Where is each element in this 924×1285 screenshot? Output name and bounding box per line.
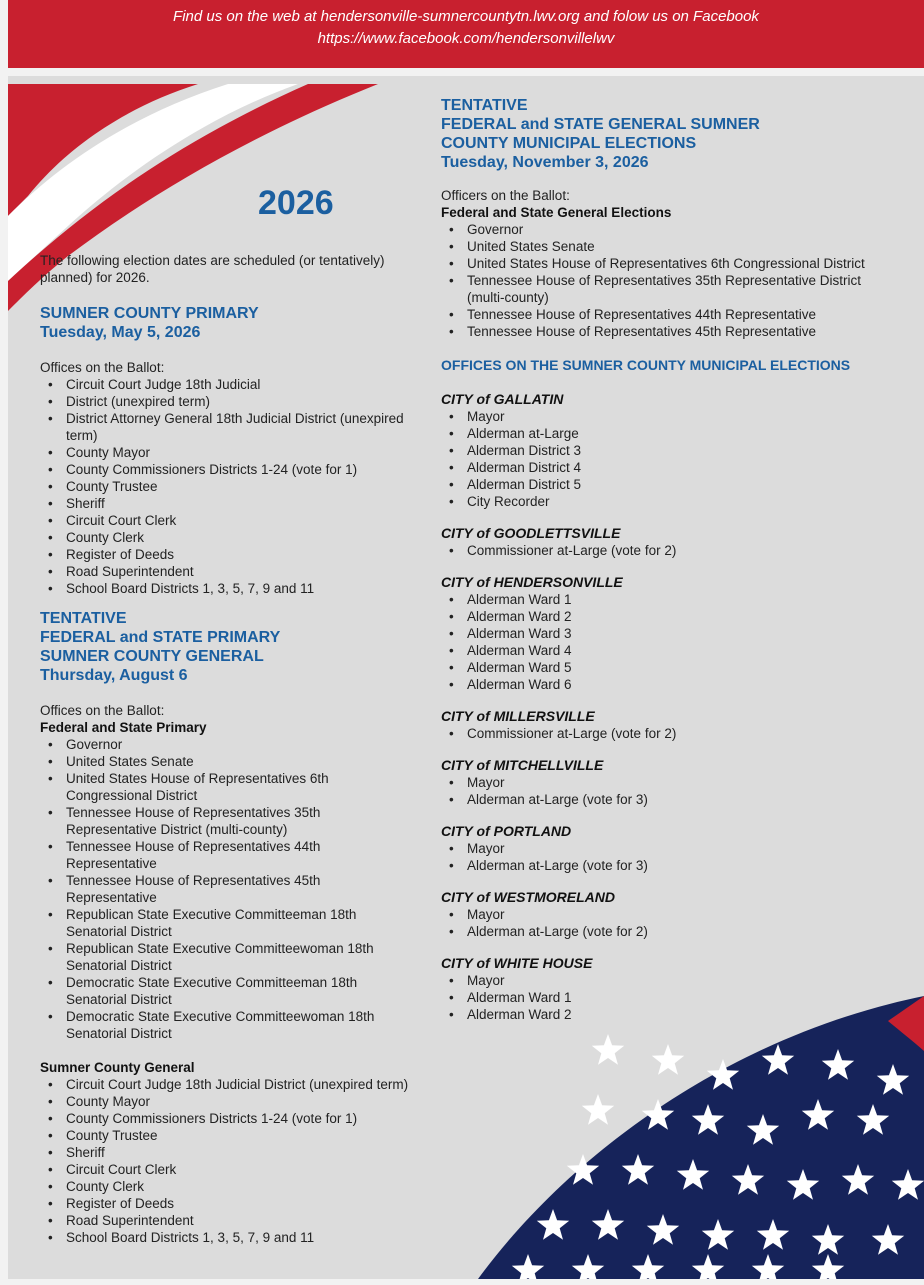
list-item: • Circuit Court Clerk <box>66 512 430 529</box>
list-item: • Circuit Court Clerk <box>66 1161 430 1178</box>
list-item: • Alderman Ward 2 <box>467 1006 881 1023</box>
city-name: CITY of HENDERSONVILLE <box>441 574 623 590</box>
list-item: • Democratic State Executive Committeewoman 18th Senatorial District <box>66 1008 396 1042</box>
list-item: • County Clerk <box>66 529 430 546</box>
list-item: • Governor <box>66 736 396 753</box>
list-item: • Road Superintendent <box>66 563 430 580</box>
list-item: • United States House of Representatives 6th Congressional District <box>467 255 881 272</box>
list-item: • Alderman Ward 1 <box>467 989 881 1006</box>
list-item: • Democratic State Executive Committeeman 18th Senatorial District <box>66 974 396 1008</box>
november-date: Tuesday, November 3, 2026 <box>441 154 649 171</box>
november-fed-list <box>441 221 881 340</box>
city-offices-list <box>441 972 881 1023</box>
list-item: • Mayor <box>467 972 881 989</box>
list-item: • School Board Districts 1, 3, 5, 7, 9 and 11 <box>66 1229 430 1246</box>
primary-offices-list <box>40 376 430 597</box>
november-offices-label: Officers on the Ballot: <box>441 188 570 203</box>
list-item: • District Attorney General 18th Judicial District (unexpired term) <box>66 410 430 444</box>
list-item: • Republican State Executive Committeeman 18th Senatorial District <box>66 906 396 940</box>
left-column <box>40 304 430 1246</box>
august-fed-list <box>40 736 396 1042</box>
list-item: • County Clerk <box>66 1178 430 1195</box>
list-item: • Alderman Ward 6 <box>467 676 881 693</box>
list-item: • Tennessee House of Representatives 44th Representative <box>467 306 881 323</box>
list-item: • Alderman Ward 3 <box>467 625 881 642</box>
star-icon <box>582 1094 614 1125</box>
list-item: • Mayor <box>467 840 881 857</box>
city-name: CITY of GOODLETTSVILLE <box>441 525 621 541</box>
top-banner <box>8 0 924 68</box>
list-item: • Republican State Executive Committeewoman 18th Senatorial District <box>66 940 396 974</box>
list-item: • Commissioner at-Large (vote for 2) <box>467 542 881 559</box>
list-item: • Register of Deeds <box>66 1195 430 1212</box>
city-name: CITY of WESTMORELAND <box>441 889 615 905</box>
list-item: • Alderman District 5 <box>467 476 881 493</box>
banner-facebook-link[interactable]: https://www.facebook.com/hendersonvillelwv <box>317 30 615 47</box>
list-item: • City Recorder <box>467 493 881 510</box>
list-item: • Sheriff <box>66 495 430 512</box>
primary-date: Tuesday, May 5, 2026 <box>40 324 201 341</box>
list-item: • United States House of Representatives 6th Congressional District <box>66 770 396 804</box>
list-item: • Tennessee House of Representatives 45th Representative <box>66 872 396 906</box>
list-item: • Tennessee House of Representatives 44th Representative <box>66 838 396 872</box>
primary-offices-label: Offices on the Ballot: <box>40 360 165 375</box>
city-name: CITY of MILLERSVILLE <box>441 708 595 724</box>
year-title: 2026 <box>258 184 334 222</box>
list-item: • Register of Deeds <box>66 546 430 563</box>
right-column <box>441 96 881 1038</box>
list-item: • County Mayor <box>66 1093 430 1110</box>
november-fed-label: Federal and State General Elections <box>441 205 672 220</box>
city-offices-list <box>441 725 881 742</box>
list-item: • Mayor <box>467 906 881 923</box>
city-offices-list <box>441 840 881 874</box>
list-item: • Mayor <box>467 408 881 425</box>
city-block <box>441 955 881 1023</box>
list-item: • Alderman at-Large (vote for 2) <box>467 923 881 940</box>
list-item: • Alderman at-Large <box>467 425 881 442</box>
list-item: • County Commissioners Districts 1-24 (vote for 1) <box>66 1110 430 1127</box>
list-item: • Tennessee House of Representatives 45th Representative <box>467 323 881 340</box>
list-item: • Governor <box>467 221 881 238</box>
list-item: • Sheriff <box>66 1144 430 1161</box>
list-item: • Road Superintendent <box>66 1212 430 1229</box>
city-offices-list <box>441 542 881 559</box>
list-item: • Tennessee House of Representatives 35th Representative District (multi-county) <box>467 272 881 306</box>
november-tentative: TENTATIVE <box>441 97 528 114</box>
list-item: • School Board Districts 1, 3, 5, 7, 9 and 11 <box>66 580 430 597</box>
city-offices-list <box>441 774 881 808</box>
city-block <box>441 574 881 693</box>
list-item: • Alderman Ward 2 <box>467 608 881 625</box>
august-title-2: SUMNER COUNTY GENERAL <box>40 648 264 665</box>
list-item: • United States Senate <box>467 238 881 255</box>
star-icon <box>652 1044 684 1075</box>
november-title-1: FEDERAL and STATE GENERAL SUMNER <box>441 116 760 133</box>
city-offices-list <box>441 591 881 693</box>
banner-web-line[interactable]: Find us on the web at hendersonville-sumnercountytn.lwv.org and folow us on Facebook <box>173 8 759 25</box>
primary-title: SUMNER COUNTY PRIMARY <box>40 305 259 322</box>
list-item: • County Mayor <box>66 444 430 461</box>
city-block <box>441 757 881 808</box>
city-block <box>441 525 881 559</box>
list-item: • Alderman Ward 5 <box>467 659 881 676</box>
city-offices-list <box>441 906 881 940</box>
city-block <box>441 391 881 510</box>
august-county-list <box>40 1076 430 1246</box>
august-date: Thursday, August 6 <box>40 667 188 684</box>
list-item: • Tennessee House of Representatives 35th Representative District (multi-county) <box>66 804 396 838</box>
list-item: • Alderman Ward 4 <box>467 642 881 659</box>
list-item: • Alderman District 4 <box>467 459 881 476</box>
list-item: • Circuit Court Judge 18th Judicial District (unexpired term) <box>66 1076 430 1093</box>
city-name: CITY of WHITE HOUSE <box>441 955 593 971</box>
city-block <box>441 823 881 874</box>
list-item: • Alderman at-Large (vote for 3) <box>467 857 881 874</box>
city-name: CITY of PORTLAND <box>441 823 572 839</box>
list-item: • Alderman District 3 <box>467 442 881 459</box>
list-item: • County Trustee <box>66 1127 430 1144</box>
list-item: • Commissioner at-Large (vote for 2) <box>467 725 881 742</box>
city-name: CITY of GALLATIN <box>441 391 564 407</box>
election-flyer <box>8 76 924 1279</box>
list-item: • Circuit Court Judge 18th Judicial <box>66 376 430 393</box>
intro-text: The following election dates are scheduled (or tentatively) planned) for 2026. <box>40 253 385 285</box>
city-block <box>441 708 881 742</box>
list-item: • District (unexpired term) <box>66 393 430 410</box>
list-item: • Mayor <box>467 774 881 791</box>
list-item: • Alderman at-Large (vote for 3) <box>467 791 881 808</box>
star-icon <box>592 1034 624 1065</box>
august-fed-label: Federal and State Primary <box>40 720 207 735</box>
list-item: • Alderman Ward 1 <box>467 591 881 608</box>
municipal-cities <box>441 391 881 1023</box>
list-item: • United States Senate <box>66 753 396 770</box>
august-county-label: Sumner County General <box>40 1060 195 1075</box>
city-offices-list <box>441 408 881 510</box>
list-item: • County Trustee <box>66 478 430 495</box>
list-item: • County Commissioners Districts 1-24 (vote for 1) <box>66 461 430 478</box>
august-title-1: FEDERAL and STATE PRIMARY <box>40 629 281 646</box>
november-title-2: COUNTY MUNICIPAL ELECTIONS <box>441 135 697 152</box>
municipal-heading: OFFICES ON THE SUMNER COUNTY MUNICIPAL ELECTIONS <box>441 357 851 373</box>
city-block <box>441 889 881 940</box>
august-offices-label: Offices on the Ballot: <box>40 703 165 718</box>
city-name: CITY of MITCHELLVILLE <box>441 757 604 773</box>
august-tentative: TENTATIVE <box>40 610 127 627</box>
